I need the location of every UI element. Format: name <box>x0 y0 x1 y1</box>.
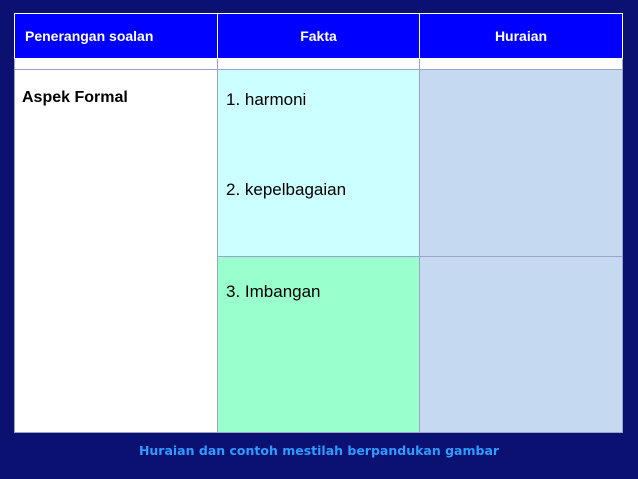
fact-row-upper <box>15 70 623 257</box>
header-row <box>15 14 623 59</box>
header-huraian: Huraian <box>420 14 623 59</box>
spacer-cell <box>218 59 420 70</box>
fact-item-3: 3. Imbangan <box>226 282 321 301</box>
header-fakta: Fakta <box>218 14 420 59</box>
footer-note: Huraian dan contoh mestilah berpandukan gambar <box>138 443 500 458</box>
row-label-aspek-formal: Aspek Formal <box>22 89 128 106</box>
huraian-cell-upper <box>420 70 623 257</box>
spacer-cell <box>420 59 623 70</box>
fact-item-1: 1. harmoni <box>226 90 307 109</box>
fact-item-2: 2. kepelbagaian <box>226 180 347 199</box>
spacer-row <box>15 59 623 70</box>
fact-table <box>14 13 623 433</box>
huraian-cell-lower <box>420 257 623 433</box>
fakta-cell-green <box>218 257 420 433</box>
spacer-cell <box>15 59 218 70</box>
header-penerangan-soalan: Penerangan soalan <box>15 14 218 59</box>
row-label-cell <box>15 70 218 433</box>
fakta-cell-cyan <box>218 70 420 257</box>
